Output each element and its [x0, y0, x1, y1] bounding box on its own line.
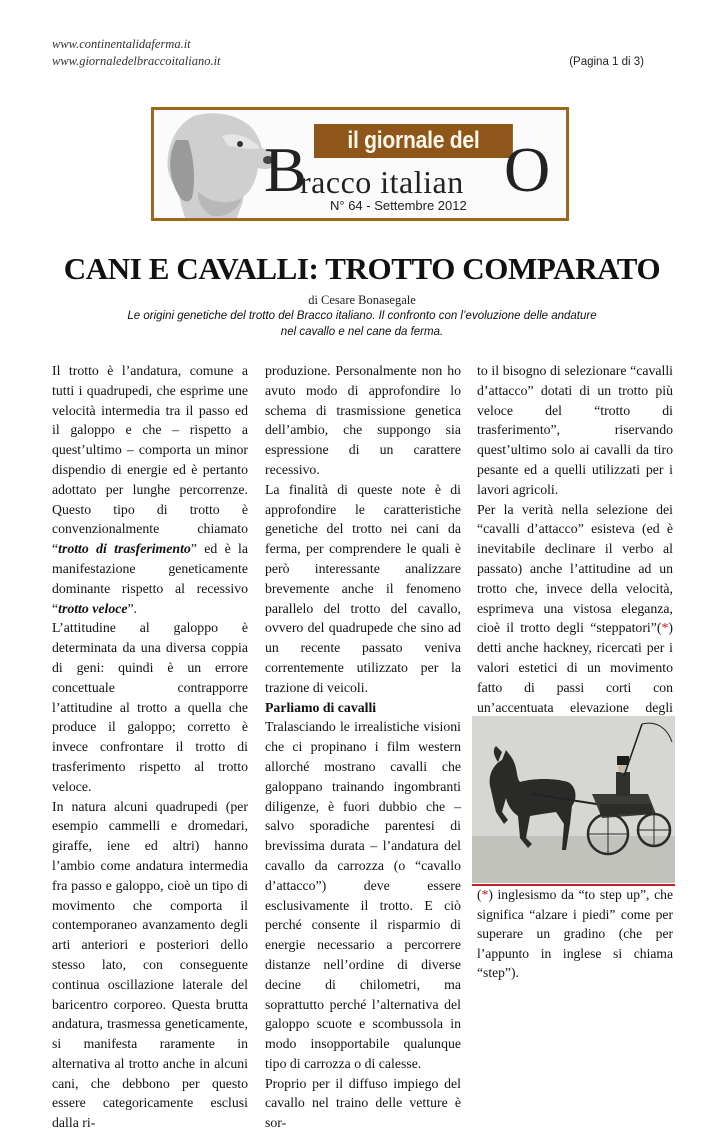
- paragraph: Proprio per il diffuso impiego del cavallo nel traino delle vetture è sor-: [265, 1075, 461, 1131]
- masthead-letter-b: B: [264, 134, 307, 205]
- footnote-marker: *: [661, 620, 669, 636]
- subtitle-line: Le origini genetiche del trotto del Bracco italiano. Il confronto con l’evoluzione delle andature: [127, 310, 597, 322]
- paragraph: Tralasciando le irrealistiche visioni che ci propinano i film western allorché mostrano cavalli che galoppano trainando ingombranti diligenze, è fuori dubbio che – salvo sporadiche parentesi di brevissima durata – l’andatura del cavallo da carrozza (o “cavallo d’attacco”) deve essere esclusivamente il trotto. E ciò perché consente il risparmio di energie necessario a percorrere distanze nell’ordine di diverse decine di chilometri, ma soprattutto perché l’alternativa del galoppo scuote e scombussola in modo insopportabile qualunque tipo di carrozza o di calesse.: [265, 719, 461, 1071]
- paragraph: Per la verità nella selezione dei “cavalli d’attacco” esisteva (ed è inevitabile declinare il verbo al passato) anche l’attitudine ad un trotto che, invece della velocità, esprimeva una vistosa eleganza, cioè il trotto degli “steppatori”(*) detti anche hackney, ricercati per i valori estetici di un movimento fatto di passi corti con un’accentuata elevazione degli: [477, 501, 673, 715]
- paragraph: produzione. Personalmente non ho avuto modo di approfondire lo schema di trasmissione genetica dell’ambio, che suppongo sia espressione di un carattere recessivo.: [265, 363, 461, 477]
- website-url[interactable]: www.giornaledelbraccoitaliano.it: [52, 54, 221, 68]
- page-number: (Pagina 1 di 3): [569, 56, 644, 68]
- paragraph: Il trotto è l’andatura, comune a tutti i quadrupedi, che esprime une velocità intermedia tra il passo ed il galoppo e che – rispetto a quest’ultimo – comporta un minor dispendio di energie ed è pertanto adottato per lunghe percorrenze. Questo tipo di trotto è convenzionalmente chiamato “trotto di trasferimento” ed è la manifestazione geneticamente dominante rispetto al recessivo “trotto veloce”.: [52, 363, 248, 616]
- subtitle-line: nel cavallo e nel cane da ferma.: [280, 326, 444, 338]
- article-title: CANI E CAVALLI: TROTTO COMPARATO: [63, 251, 661, 286]
- paragraph: L’attitudine al galoppo è determinata da una diversa coppia di geni: quindi è un errore concettuale contrapporre l’attitudine al trotto a quella che produce il galoppo; corretto è invece confrontare il trotto di trasferimento rispetto al trotto veloce.: [52, 620, 248, 794]
- text-column-2: [265, 361, 461, 1133]
- horse-carriage-illustration: [472, 716, 675, 883]
- issue-number: N° 64 - Settembre 2012: [330, 198, 467, 213]
- masthead-top-line: il giornale del: [314, 124, 513, 158]
- masthead-middle-text: racco italian: [300, 164, 464, 200]
- article-byline: di Cesare Bonasegale: [308, 293, 416, 307]
- masthead-letter-o: O: [504, 134, 551, 205]
- header-urls: [52, 36, 221, 70]
- text-column-1: [52, 361, 248, 1133]
- emphasis: trotto di trasferimento: [58, 541, 191, 557]
- emphasis: trotto veloce: [58, 600, 128, 616]
- masthead-logo: [151, 107, 569, 221]
- bracco-dog-icon: [156, 110, 276, 220]
- paragraph: In natura alcuni quadrupedi (per esempio cammelli e dromedari, giraffe, iene ed altri) hanno l’ambio come andatura intermedia fra passo e galoppo, cioè un tipo di movimento che comporta il contemporaneo avanzamento degli arti anteriori e posteriori dello stesso lato, con conseguente continua oscillazione laterale del baricentro corporeo. Questa brutta andatura, trasmessa geneticamente, si manifesta raramente in alternativa al trotto anche in alcuni cani, che debbono per questo essere categoricamente esclusi dalla ri-: [52, 798, 248, 1131]
- article-subtitle: [100, 308, 624, 340]
- hackney-carriage-photo: [472, 716, 675, 883]
- footnote-marker: *: [481, 887, 489, 902]
- paragraph: to il bisogno di selezionare “cavalli d’attacco” dotati di un trotto più veloce del “trotto di trasferimento”, riservando quest’ultimo solo ai cavalli da tiro pesante ed a quelli utilizzati per i lavori agricoli.: [477, 363, 673, 497]
- section-heading: Parliamo di cavalli: [265, 699, 377, 715]
- website-url[interactable]: www.continentalidaferma.it: [52, 37, 191, 51]
- paragraph: La finalità di queste note è di approfondire le caratteristiche genetiche del trotto nei cani da ferma, per comprendere le quali è però interessante analizzare brevemente anche il fenomeno parallelo del trotto del cavallo, ovvero del quadrupede che sino ad un recente passato veniva correntemente utilizzato per la trazione di veicoli.: [265, 481, 461, 695]
- footnote: (*) inglesismo da “to step up”, che significa “alzare i piedi” come per superare un gradino (che per l’appunto in inglese si chiama “step”).: [477, 887, 673, 980]
